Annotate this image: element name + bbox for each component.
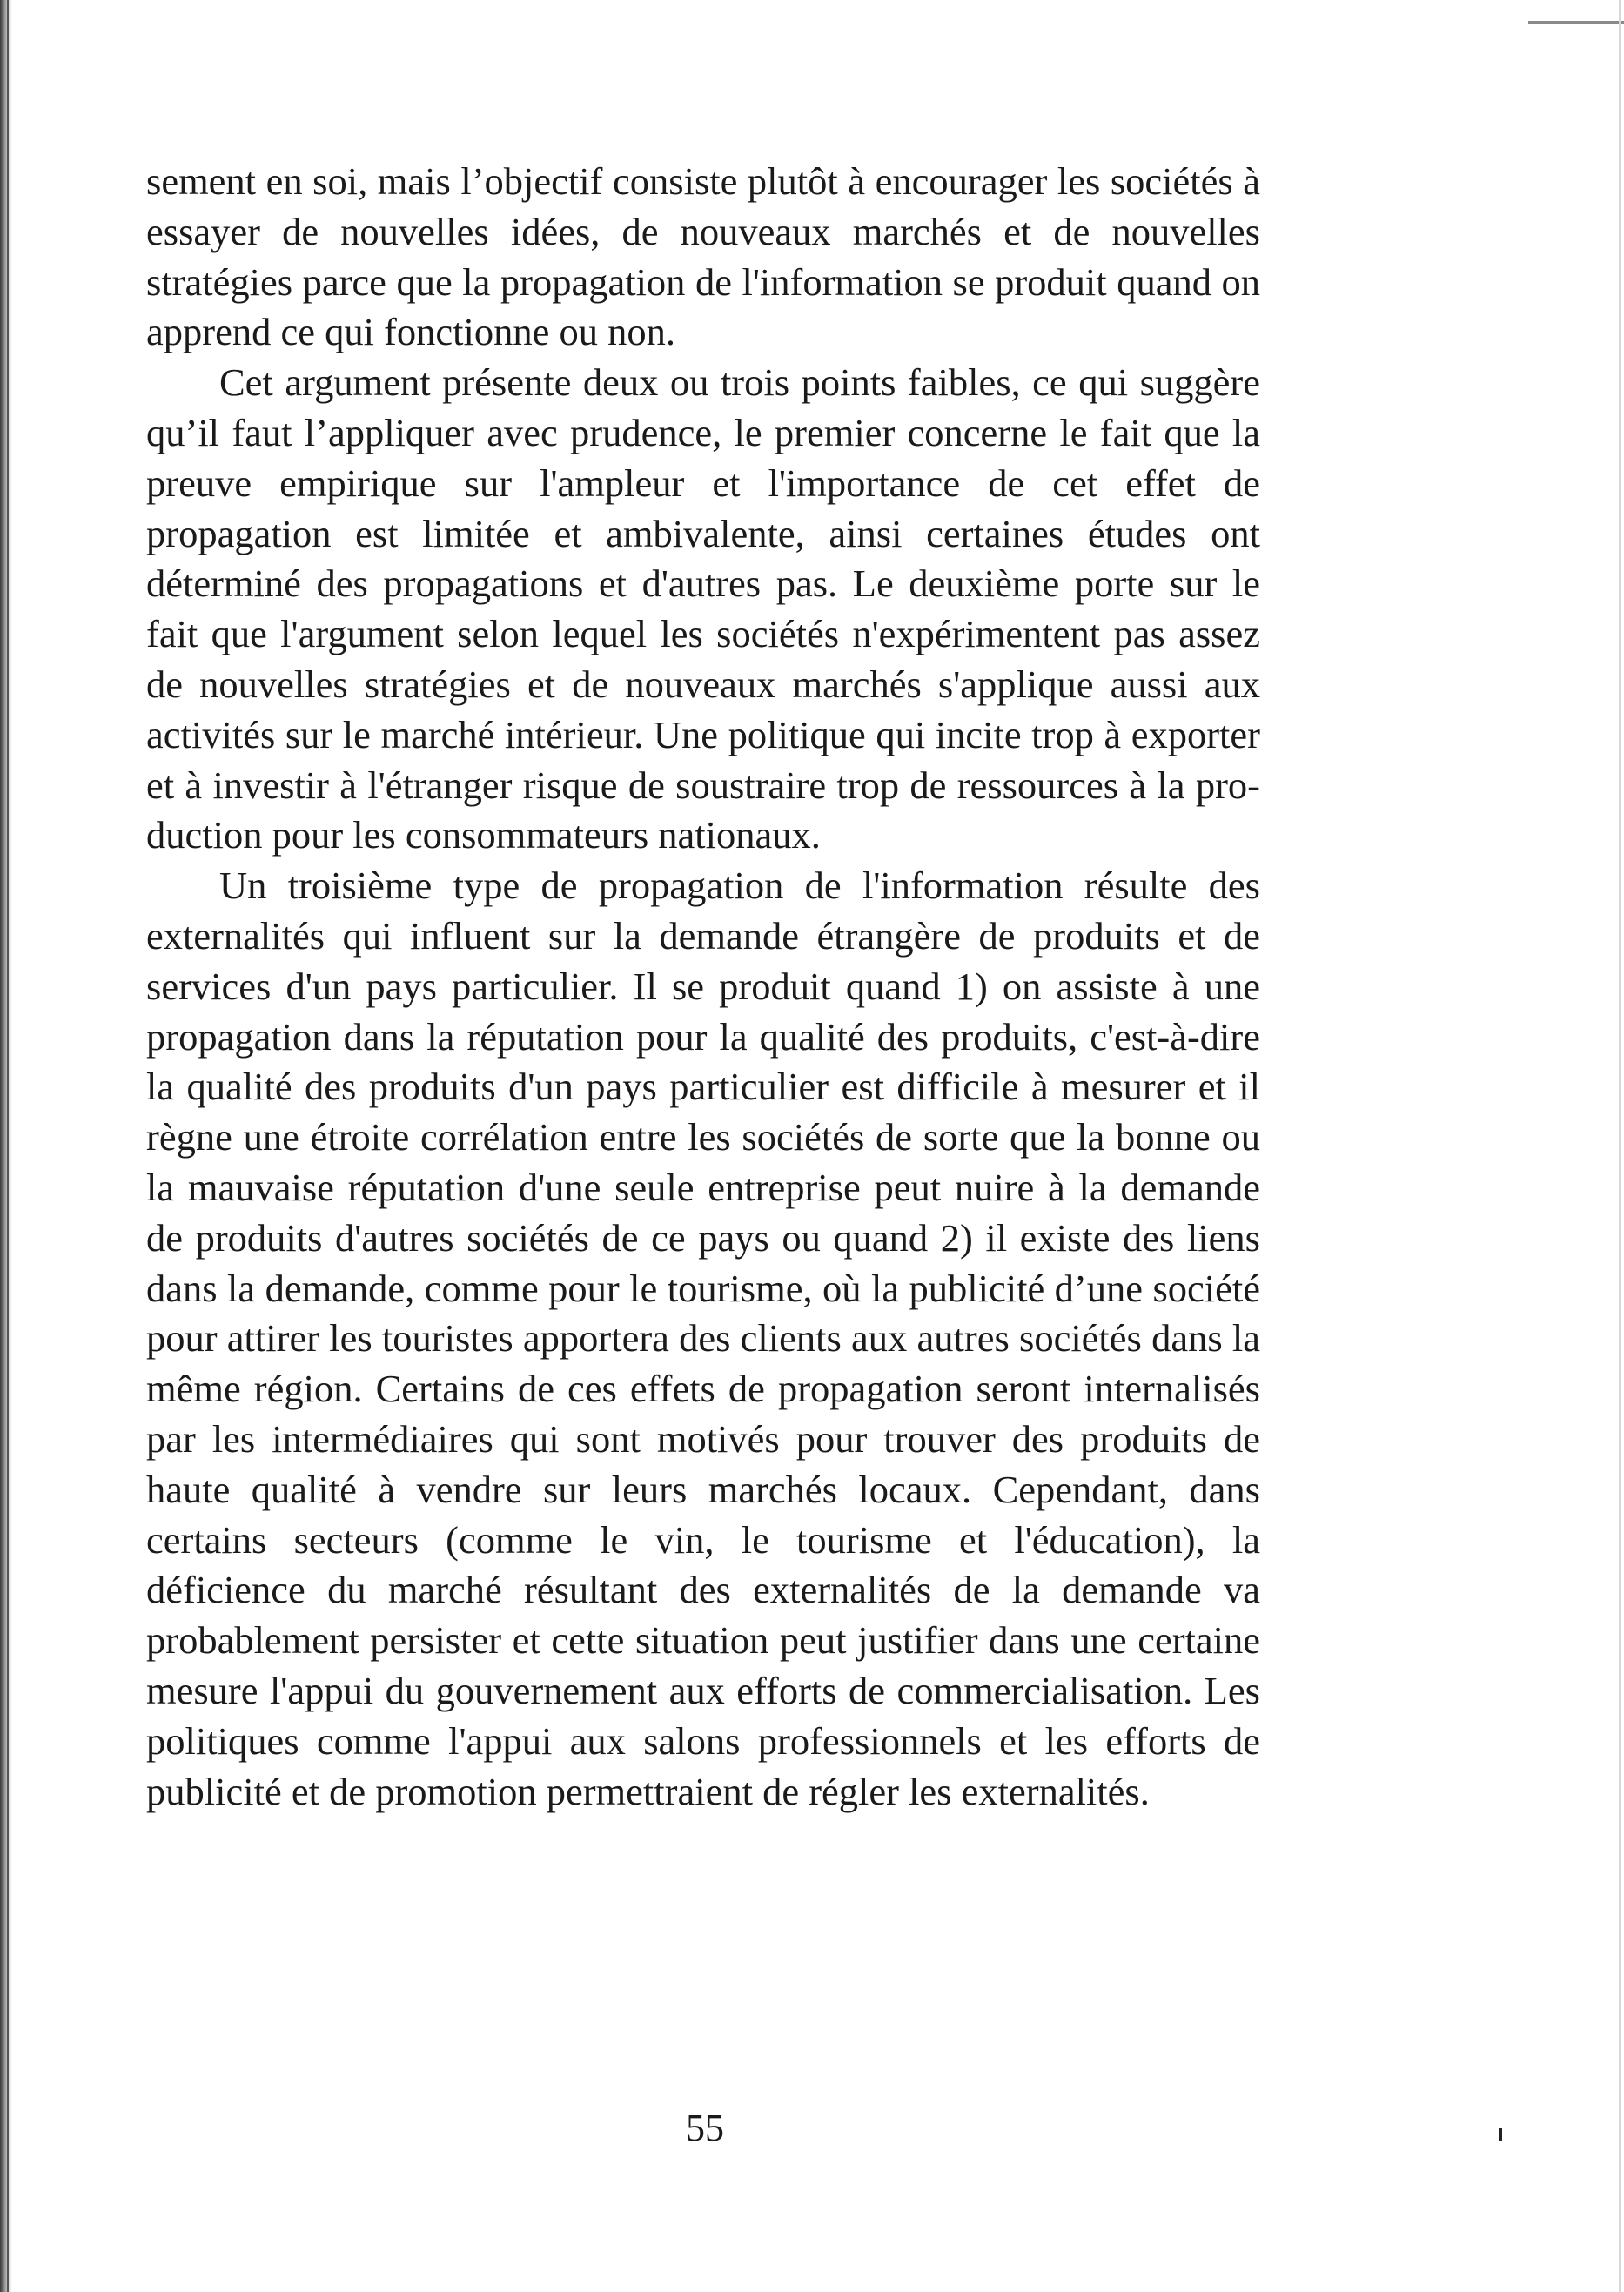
page-body: [146, 157, 1260, 1817]
scan-speck: [1499, 2128, 1502, 2141]
paragraph-continuation: sement en soi, mais l’objectif consiste plutôt à encourager les sociétés à essayer de nouvelles idées, de nouveaux marchés et de nouvelles stratégies parce que la propagation de l'information se produit quand on apprend ce qui fonctionne ou non.: [146, 159, 1260, 354]
paragraph-weak-points: Cet argument présente deux ou trois points faibles, ce qui suggère qu’il faut l’appliquer avec prudence, le premier concerne le fait que la preuve empirique sur l'ampleur et l'importance de cet effet de propagation est limitée et ambivalente, ainsi certaines études ont déterminé des propagations et d'autres pas. Le deuxième porte sur le fait que l'argument selon lequel les sociétés n'expérimentent pas assez de nouvelles stratégies et de nouveaux marchés s'applique aussi aux activités sur le marché intérieur. Une politique qui incite trop à exporter et à investir à l'étranger risque de soustraire trop de ressources à la production pour les consommateurs nationaux.: [146, 360, 1260, 857]
paragraph-third-type: Un troisième type de propagation de l'information résulte des externalités qui influent sur la demande étrangère de produits et de services d'un pays particulier. Il se produit quand 1) on assiste à une propagation dans la réputation pour la qualité des produits, c'est-à-dire la qualité des produits d'un pays particulier est difficile à mesurer et il règne une étroite corrélation entre les sociétés de sorte que la bonne ou la mauvaise réputation d'une seule entreprise peut nuire à la demande de produits d'autres sociétés de ce pays ou quand 2) il existe des liens dans la demande, comme pour le tourisme, où la publicité d’une société pour attirer les touristes apportera des clients aux autres sociétés dans la même région. Certains de ces effets de propagation seront internalisés par les intermédiaires qui sont motivés pour trouver des produits de haute qualité à vendre sur leurs marchés locaux. Cependant, dans certains secteurs (comme le vin, le tourisme et l'éducation), la déficience du marché résultant des externalités de la demande va probablement persister et cette situation peut justifier dans une certaine mesure l'appui du gouvernement aux efforts de commercialisation. Les politiques comme l'appui aux salons professionnels et les efforts de publicité et de promotion permettraient de régler les externalités.: [146, 864, 1260, 1813]
page-number: 55: [686, 2107, 724, 2149]
scan-top-mark: [1528, 21, 1624, 24]
scan-right-edge: [1619, 0, 1621, 2292]
binding-line: [7, 0, 9, 2292]
scan-left-edge: [0, 0, 12, 2292]
